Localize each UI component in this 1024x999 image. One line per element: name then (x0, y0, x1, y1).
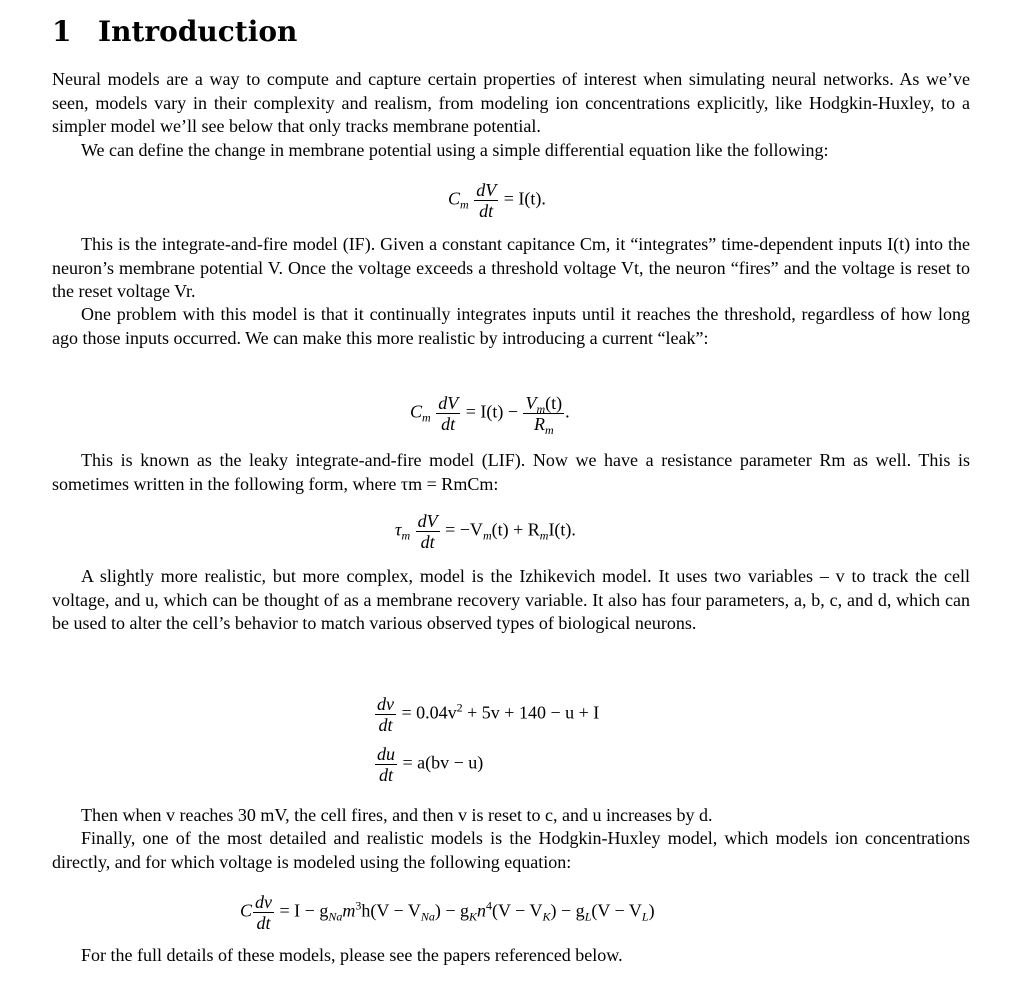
eq-izh-v-rhs-a: = 0.04v (401, 702, 457, 723)
eq-lif-f2-den-sub: m (544, 423, 554, 437)
eq-hh-t3-sub: Na (420, 909, 435, 924)
eq-tau-rhs-c: I(t). (548, 519, 576, 540)
eq-tau-fraction (416, 511, 440, 552)
paragraph-izhikevich: A slightly more realistic, but more complex, model is the Izhikevich model. It uses two variables – v to track the cell voltage, and u, which can be thought of as a membrane recovery variable. It also has four parameters, a, b, c, and d, which can be used to alter the cell’s behavior to match various observed types of biological neurons. (52, 566, 970, 633)
eq-lif-f2-num-sub: m (536, 402, 546, 416)
eq-hh-t2-sup: 3 (355, 898, 362, 913)
eq-lif-f2-den: R (533, 414, 545, 434)
eq-lif-numerator: dV (438, 393, 459, 413)
eq-izh-v-denominator: dt (378, 715, 393, 735)
equation-lif (410, 393, 570, 437)
eq-tau-coef: τ (395, 519, 402, 540)
eq-if-fraction (474, 180, 498, 221)
equation-izh-u (374, 744, 483, 785)
eq-hh-t8: (V − V (591, 900, 642, 921)
eq-hh-t1-sub: Na (328, 909, 343, 924)
section-title: Introduction (98, 15, 298, 48)
eq-izh-u-fraction (375, 744, 397, 785)
eq-hh-t4-sub: K (469, 909, 478, 924)
eq-hh-denominator: dt (256, 913, 271, 933)
eq-izh-v-rhs-sup: 2 (456, 700, 463, 715)
eq-hh-t2: m (342, 900, 356, 921)
paragraph-if-model: This is the integrate-and-fire model (IF). Given a constant capitance Cm, it “integrates” time-dependent inputs I(t) into the neuron’s membrane potential V. Once the voltage exceeds a threshold voltage Vt, the neuron “fires” and the voltage is reset to the reset voltage Vr. (52, 234, 970, 301)
paragraph-full-details: For the full details of these models, please see the papers referenced below. (81, 945, 623, 965)
eq-tau-numerator: dV (417, 511, 438, 531)
eq-tau-coef-sub: m (401, 528, 411, 543)
eq-hh-fraction (253, 892, 274, 933)
paragraph-intro: Neural models are a way to compute and capture certain properties of interest when simulating neural networks. As we’ve seen, models vary in their complexity and realism, from modeling ion concentrations explicitly, like Hodgkin-Huxley, to a simpler model we’ll see below that only tracks membrane potential. (52, 69, 970, 136)
paragraph-fires: Then when v reaches 30 mV, the cell fires, and then v is reset to c, and u increases by d. (81, 805, 713, 825)
eq-tau-rhs-a-sub: m (482, 528, 492, 543)
eq-lif-fraction (436, 393, 460, 434)
eq-hh-t3: h(V − V (361, 900, 421, 921)
eq-izh-v-rhs-b: + 5v + 140 − u + I (467, 702, 600, 723)
eq-if-coef: C (448, 188, 461, 209)
eq-hh-t7: ) − g (550, 900, 585, 921)
paragraph-define-change: We can define the change in membrane potential using a simple differential equation like the following: (81, 140, 829, 160)
eq-hh-numerator: dv (255, 892, 273, 912)
eq-hh-t4: ) − g (434, 900, 469, 921)
eq-hh-t7-sub: L (584, 909, 592, 924)
eq-lif-tail: . (565, 401, 570, 422)
eq-lif-fraction-2 (523, 393, 564, 437)
paragraph-lif: This is known as the leaky integrate-and-fire model (LIF). Now we have a resistance parameter Rm as well. This is sometimes written in the following form, where τm = RmCm: (52, 450, 970, 494)
eq-lif-denominator: dt (441, 414, 456, 434)
eq-izh-u-numerator: du (377, 744, 395, 764)
eq-lif-f2-num-tail: (t) (545, 393, 563, 413)
eq-izh-u-denominator: dt (378, 765, 393, 785)
eq-hh-t9: ) (648, 900, 655, 921)
eq-lif-coef-sub: m (422, 410, 431, 425)
paragraph-problem: One problem with this model is that it continually integrates inputs until it reaches the threshold, regardless of how long ago those inputs occurred. We can make this more realistic by introducing a current “leak”: (52, 304, 970, 348)
eq-lif-f2-num: V (525, 393, 537, 413)
eq-hh-t6-sub: K (542, 909, 551, 924)
eq-hh-t6: (V − V (492, 900, 543, 921)
eq-lif-mid: = I(t) − (465, 401, 518, 422)
eq-tau-denominator: dt (420, 532, 435, 552)
eq-if-denominator: dt (479, 201, 494, 221)
eq-hh-t5-sup: 4 (486, 898, 493, 913)
equation-izh-v (374, 694, 599, 735)
eq-izh-v-numerator: dv (377, 694, 394, 714)
eq-hh-t8-sub: L (641, 909, 649, 924)
eq-izh-u-rhs: = a(bv − u) (402, 752, 484, 773)
eq-if-rhs: = I(t). (503, 188, 546, 209)
equation-hh (240, 892, 655, 933)
eq-tau-rhs-b: (t) + R (491, 519, 540, 540)
section-number: 1 (52, 15, 72, 48)
equation-lif-tau (395, 511, 576, 552)
equation-if (448, 180, 546, 221)
eq-hh-coef: C (240, 900, 253, 921)
eq-tau-rhs-a: = −V (445, 519, 483, 540)
eq-tau-rhs-b-sub: m (539, 528, 549, 543)
eq-hh-t1: = I − g (279, 900, 329, 921)
eq-if-coef-sub: m (460, 197, 469, 212)
eq-hh-t5: n (477, 900, 487, 921)
eq-izh-v-fraction (375, 694, 396, 735)
section-heading (52, 14, 297, 50)
paragraph-hodgkin-huxley: Finally, one of the most detailed and realistic models is the Hodgkin-Huxley model, which models ion concentrations directly, and for which voltage is modeled using the following equation: (52, 828, 970, 872)
eq-lif-coef: C (410, 401, 423, 422)
eq-if-numerator: dV (476, 180, 497, 200)
